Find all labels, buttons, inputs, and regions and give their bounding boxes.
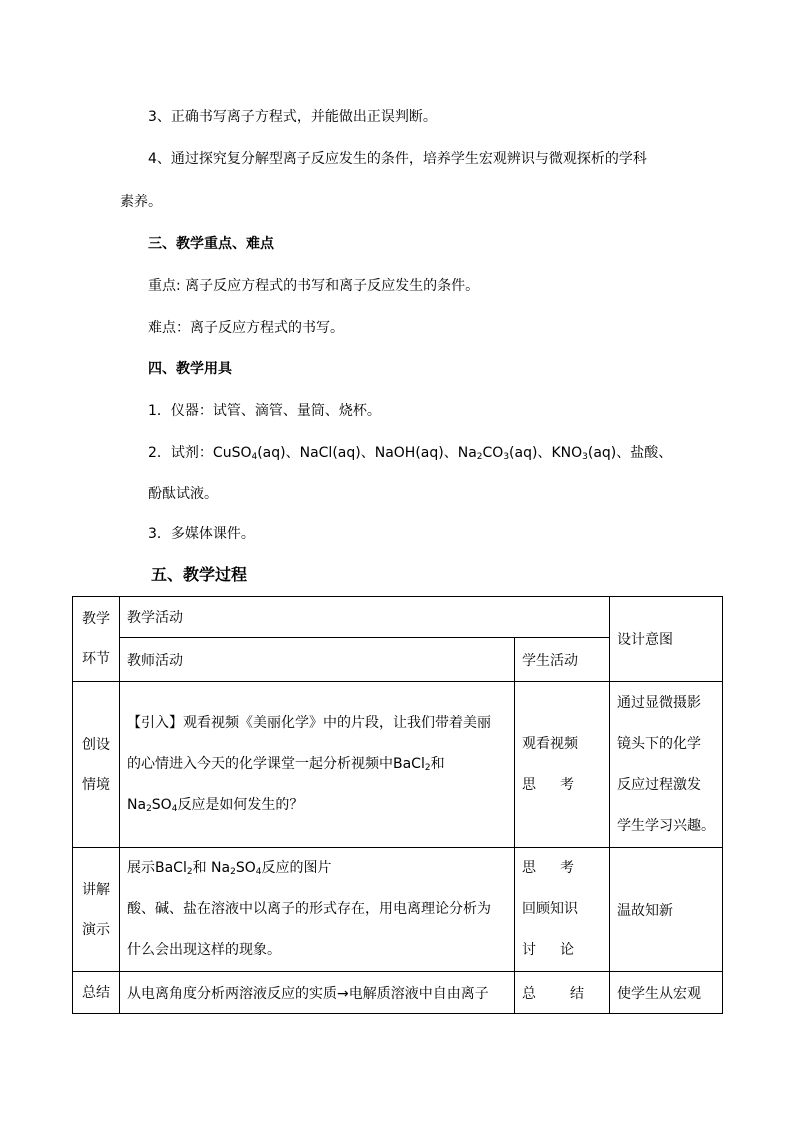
student-activity-cell: 观看视频 思 考 <box>515 682 610 848</box>
reagent-kno3: $KNO_3(aq)$、盐酸、 <box>551 445 673 462</box>
stage-cell: 讲解 演示 <box>73 848 120 972</box>
objective-item-3: 3、正确书写离子方程式，并能做出正误判断。 <box>148 109 437 125</box>
student-activity-header: 学生活动 <box>515 638 610 682</box>
reagents-line <box>148 443 672 463</box>
section3-heading: 三、教学重点、难点 <box>148 236 274 252</box>
instruments-line: 1．仪器：试管、滴管、量筒、烧杯。 <box>148 403 381 419</box>
reagent-naoh: NaOH(aq)、 <box>374 445 458 461</box>
teacher-activity-cell: 展示BaCl$_2$和 $Na_2SO_4$反应的图片 酸、碱、盐在溶液中以离子的形式存在，用电离理论分析为 什么会出现这样的现象。 <box>120 848 515 972</box>
section5-heading: 五、教学过程 <box>151 565 248 584</box>
intent-header: 设计意图 <box>610 597 723 682</box>
teaching-process-table <box>72 596 723 1014</box>
student-activity-cell: 总 结 <box>515 972 610 1014</box>
stage-cell: 总结 <box>73 972 120 1014</box>
stage-header-cell: 教学 环节 <box>73 597 120 682</box>
reagent-cuso4: CuSO$_4$(aq)、 <box>212 445 300 462</box>
teacher-activity-cell: 【引入】观看视频《美丽化学》中的片段，让我们带着美丽 的心情进入今天的化学课堂一起分析视频中BaCl$_2$和 $Na_2SO_4$反应是如何发生的？ <box>120 682 515 848</box>
design-intent-cell: 使学生从宏观 <box>610 972 723 1014</box>
table-header-row-1 <box>73 597 723 638</box>
reagent-na2co3: $Na_2CO_3(aq)$、 <box>457 445 552 462</box>
section4-heading: 四、教学用具 <box>148 361 232 377</box>
reagents-prefix: 2．试剂： <box>148 445 213 461</box>
table-row-create-context <box>73 682 723 848</box>
table-row-demonstration <box>73 848 723 972</box>
objective-item-4-line2: 素养。 <box>120 194 162 210</box>
design-intent-cell: 温故知新 <box>610 848 723 972</box>
key-point: 重点: 离子反应方程式的书写和离子反应发生的条件。 <box>148 278 480 294</box>
difficulty-point: 难点：离子反应方程式的书写。 <box>148 320 344 336</box>
table-row-summary <box>73 972 723 1014</box>
activities-header: 教学活动 <box>120 597 610 638</box>
design-intent-cell: 通过显微摄影 镜头下的化学 反应过程激发 学生学习兴趣。 <box>610 682 723 848</box>
teacher-activity-cell: 从电离角度分析两溶液反应的实质→电解质溶液中自由离子 <box>120 972 515 1014</box>
reagents-line2: 酚酞试液。 <box>148 486 218 502</box>
student-activity-cell: 思 考 回顾知识 讨 论 <box>515 848 610 972</box>
reagent-nacl: NaCl(aq)、 <box>299 445 375 461</box>
objective-item-4-line1: 4、通过探究复分解型离子反应发生的条件，培养学生宏观辨识与微观探析的学科 <box>148 151 647 167</box>
multimedia-line: 3．多媒体课件。 <box>148 526 255 542</box>
teacher-activity-header: 教师活动 <box>120 638 515 682</box>
stage-cell: 创设 情境 <box>73 682 120 848</box>
